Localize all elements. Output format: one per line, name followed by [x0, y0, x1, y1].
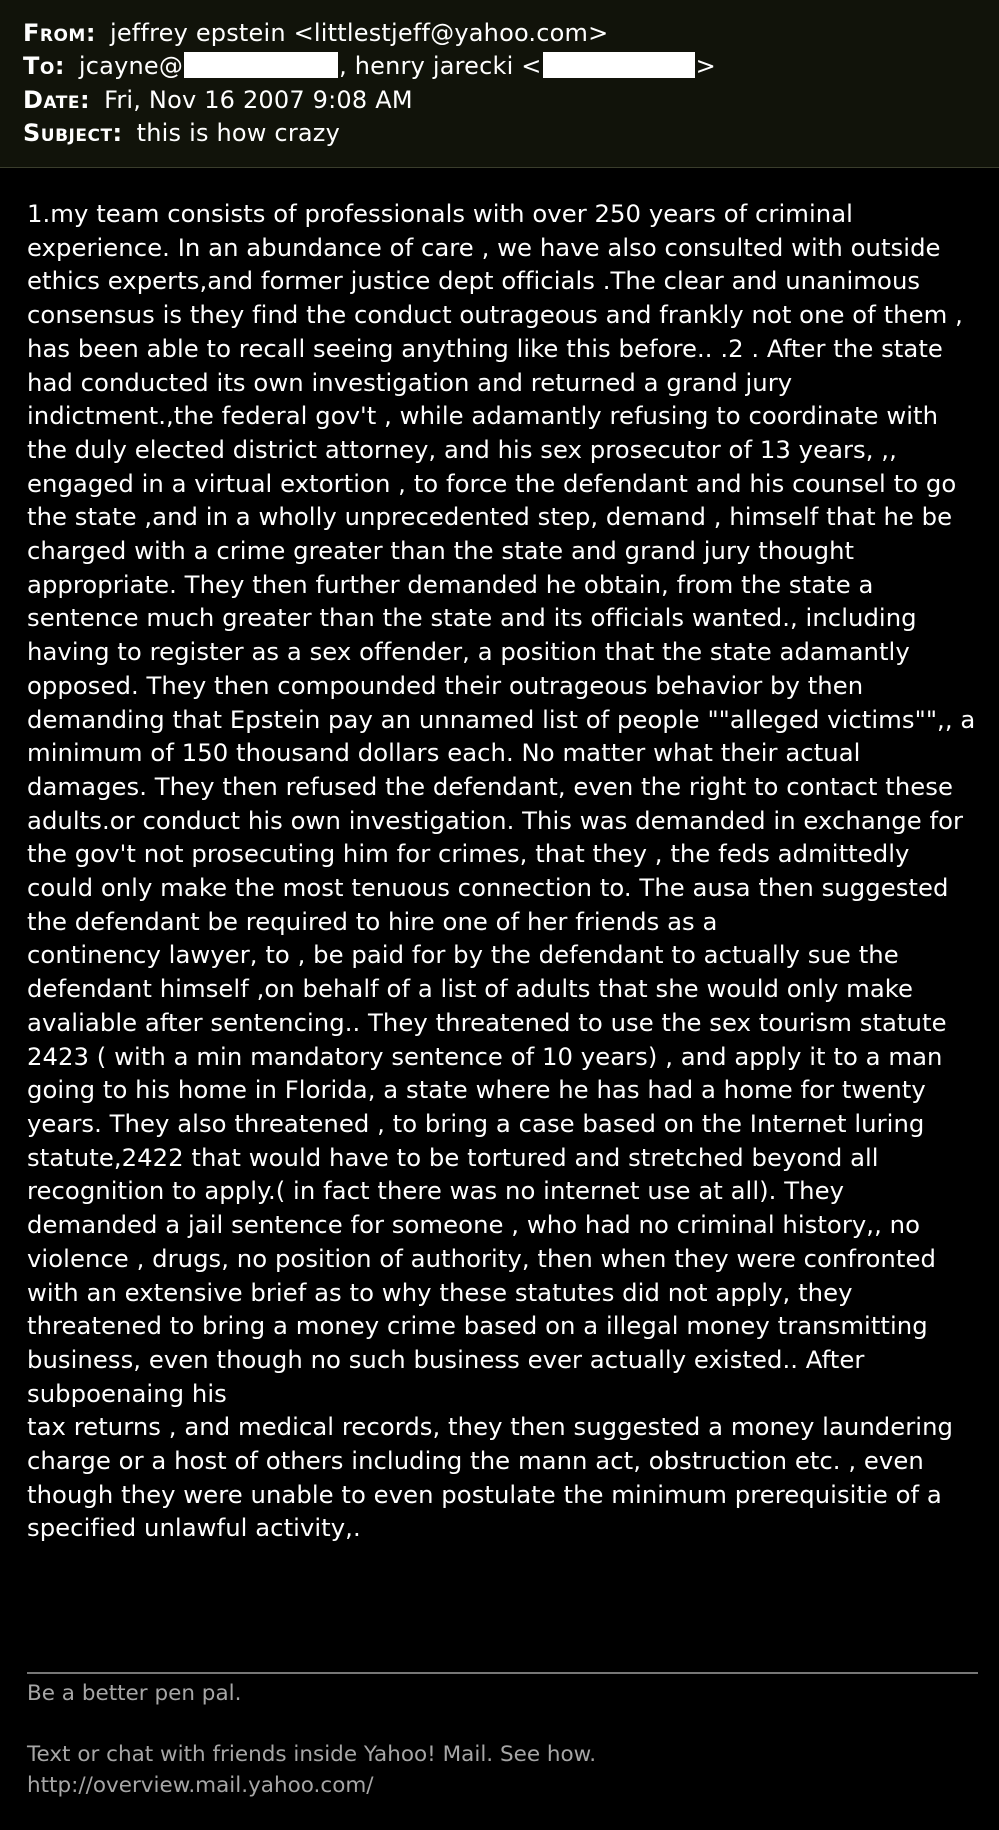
from-label: From: [23, 19, 96, 47]
to-label: To: [23, 52, 65, 80]
from-row [23, 18, 608, 48]
email-header [0, 0, 999, 168]
date-label: Date: [23, 86, 91, 114]
message-body: 1.my team consists of professionals with over 250 years of criminal experience. In an abundance of care , we have also consulted with outside ethics experts,and former justice dept officials .The clear and unanimous consensus is they find the conduct outrageous and frankly not one of them , has been able to recall seeing anything like this before.. .2 . After the state had conducted its own investigation and returned a grand jury indictment.,the federal gov't , while adamantly refusing to coordinate with the duly elected district attorney, and his sex prosecutor of 13 years, ,, engaged in a virtual extortion , to force the defendant and his counsel to go the state ,and in a wholly unprecedented step, demand , himself that he be charged with a crime greater than the state and grand jury thought appropriate. They then further demanded he obtain, from the state a sentence much greater than the state and its officials wanted., including having to register as a sex offender, a position that the state adamantly opposed. They then compounded their outrageous behavior by then demanding that Epstein pay an unnamed list of people ""alleged victims"",, a minimum of 150 thousand dollars each. No matter what their actual damages. They then refused the defendant, even the right to contact these adults.or conduct his own investigation. This was demanded in exchange for the gov't not prosecuting him for crimes, that they , the feds admittedly could only make the most tenuous connection to. The ausa then suggested the defendant be required to hire one of her friends as a continency lawyer, to , be paid for by the defendant to actually sue the defendant himself ,on behalf of a list of adults that she would only make avaliable after sentencing.. They threatened to use the sex tourism statute 2423 ( with a min mandatory sentence of 10 years) , and apply it to a man going to his home in Florida, a state where he has had a home for twenty years. They also threatened , to bring a case based on the Internet luring statute,2422 that would have to be tortured and stretched beyond all recognition to apply.( in fact there was no internet use at all). They demanded a jail sentence for someone , who had no criminal history,, no violence , drugs, no position of authority, then when they were confronted with an extensive brief as to why these statutes did not apply, they threatened to bring a money crime based on a illegal money transmitting business, even though no such business ever actually existed.. After subpoenaing his tax returns , and medical records, they then suggested a money laundering charge or a host of others including the mann act, obstruction etc. , even though they were unable to even postulate the minimum prerequisitie of a specified unlawful activity,. [27, 199, 976, 1543]
to-recipient-close: > [695, 52, 716, 80]
subject-value: this is how crazy [136, 119, 341, 147]
subject-label: Subject: [23, 119, 123, 147]
date-row [23, 85, 413, 115]
redaction-box [184, 52, 338, 78]
to-value [79, 51, 716, 81]
subject-row [23, 118, 340, 148]
from-value: jeffrey epstein <littlestjeff@yahoo.com> [109, 19, 609, 47]
footer-promo: Text or chat with friends inside Yahoo! Mail. See how. [27, 1742, 597, 1767]
footer-link: http://overview.mail.yahoo.com/ [27, 1773, 374, 1798]
footer-tagline: Be a better pen pal. [27, 1681, 242, 1706]
to-row [23, 51, 716, 81]
signature-divider [27, 1672, 978, 1674]
to-recipient-2: , henry jarecki < [339, 52, 542, 80]
to-recipient-1: jcayne@ [78, 52, 184, 80]
date-value: Fri, Nov 16 2007 9:08 AM [104, 86, 413, 114]
redaction-box [543, 52, 695, 78]
